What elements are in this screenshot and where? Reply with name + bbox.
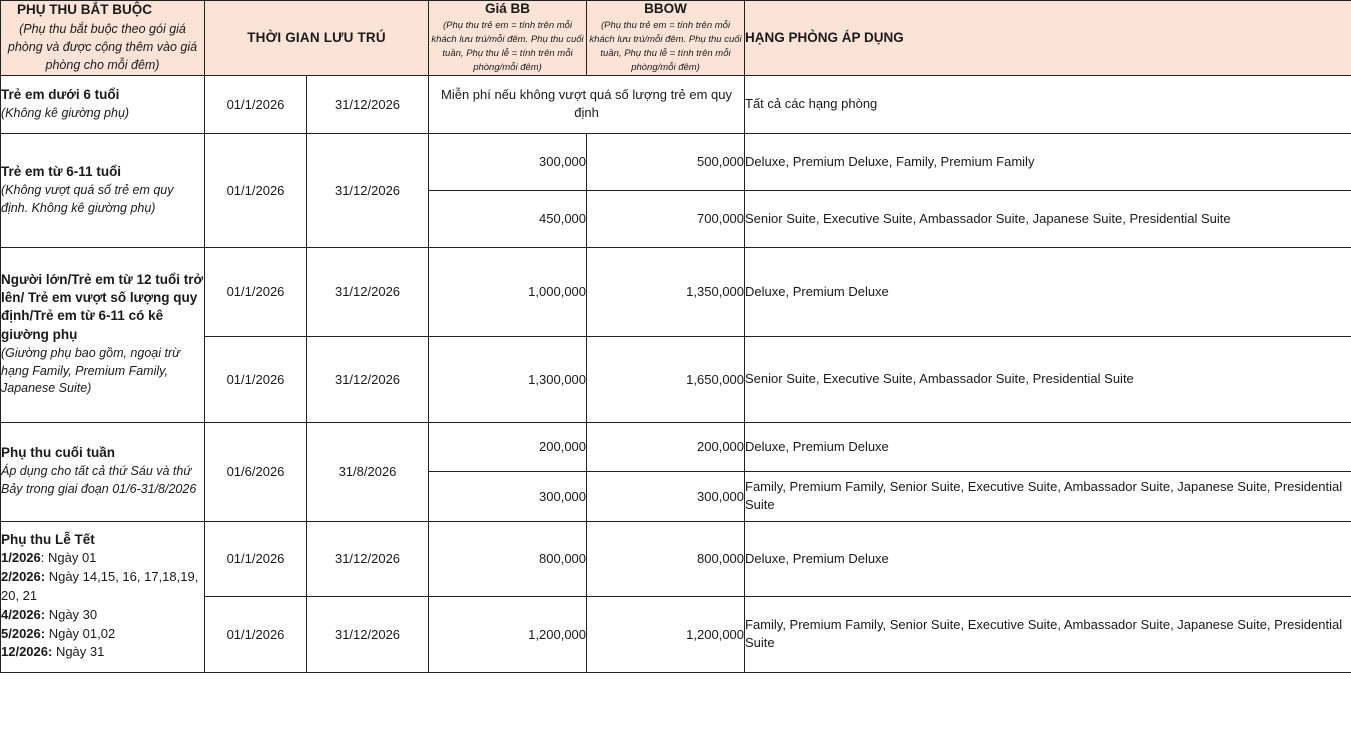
room-types: Deluxe, Premium Deluxe xyxy=(745,247,1351,336)
category-title: Người lớn/Trẻ em từ 12 tuổi trở lên/ Trẻ em vượt số lượng quy định/Trẻ em từ 6-11 có kê giường phụ xyxy=(1,272,204,342)
row-category-holiday-surcharge xyxy=(1,521,205,672)
header-bbow xyxy=(587,1,745,76)
table-row xyxy=(1,521,1351,596)
header-category-title: PHỤ THU BẮT BUỘC xyxy=(17,2,152,17)
date-from: 01/1/2026 xyxy=(205,596,307,672)
price-bbow: 1,650,000 xyxy=(587,336,745,422)
date-from: 01/1/2026 xyxy=(205,247,307,336)
row-category-adult-extra-bed xyxy=(1,247,205,422)
date-to: 31/12/2026 xyxy=(307,75,429,133)
header-category-note: (Phụ thu bắt buộc theo gói giá phòng và được cộng thêm vào giá phòng cho mỗi đêm) xyxy=(7,22,198,73)
header-bb xyxy=(429,1,587,76)
category-note: (Không kê giường phụ) xyxy=(1,105,130,120)
price-bbow: 1,350,000 xyxy=(587,247,745,336)
price-bb: 300,000 xyxy=(429,133,587,190)
date-from: 01/1/2026 xyxy=(205,336,307,422)
table-row xyxy=(1,75,1351,133)
holiday-line-2 xyxy=(1,568,204,606)
date-to: 31/8/2026 xyxy=(307,422,429,521)
date-to: 31/12/2026 xyxy=(307,336,429,422)
category-note: Áp dụng cho tất cả thứ Sáu và thứ Bảy trong giai đoạn 01/6-31/8/2026 xyxy=(1,464,197,497)
price-bbow: 1,200,000 xyxy=(587,596,745,672)
holiday-month-3: 4/2026: xyxy=(1,606,46,622)
header-category xyxy=(1,1,205,76)
date-from: 01/1/2026 xyxy=(205,75,307,133)
table-header-row xyxy=(1,1,1351,76)
price-bbow: 300,000 xyxy=(587,471,745,521)
date-from: 01/1/2026 xyxy=(205,521,307,596)
date-to: 31/12/2026 xyxy=(307,247,429,336)
price-bb: 200,000 xyxy=(429,422,587,471)
room-types: Deluxe, Premium Deluxe xyxy=(745,521,1351,596)
header-room-types: HẠNG PHÒNG ÁP DỤNG xyxy=(745,1,1351,76)
table-row xyxy=(1,133,1351,190)
date-to: 31/12/2026 xyxy=(307,596,429,672)
header-bb-note: (Phụ thu trẻ em = tính trên mỗi khách lưu trú/mỗi đêm. Phụ thu cuối tuần, Phụ thu lễ = tính trên mỗi phòng/mỗi đêm) xyxy=(431,20,584,73)
date-to: 31/12/2026 xyxy=(307,521,429,596)
holiday-month-1: 1/2026 xyxy=(1,550,41,566)
price-bbow: 500,000 xyxy=(587,133,745,190)
date-to: 31/12/2026 xyxy=(307,133,429,247)
date-from: 01/1/2026 xyxy=(205,133,307,247)
header-stay-period: THỜI GIAN LƯU TRÚ xyxy=(205,1,429,76)
category-note: (Giường phụ bao gồm, ngoại trừ hạng Family, Premium Family, Japanese Suite) xyxy=(1,345,181,396)
price-free-note: Miễn phí nếu không vượt quá số lượng trẻ em quy định xyxy=(429,75,745,133)
room-types: Senior Suite, Executive Suite, Ambassador Suite, Presidential Suite xyxy=(745,336,1351,422)
holiday-month-5: 12/2026: xyxy=(1,644,53,660)
holiday-days-2: Ngày 14,15, 16, 17,18,19, 20, 21 xyxy=(1,569,199,603)
header-bbow-note: (Phụ thu trẻ em = tính trên mỗi khách lưu trú/mỗi đêm. Phụ thu cuối tuần, Phụ thu lễ = tính trên mỗi phòng/mỗi đêm) xyxy=(589,20,742,73)
holiday-month-2: 2/2026: xyxy=(1,569,46,585)
holiday-days-4: Ngày 01,02 xyxy=(45,625,116,641)
room-types: Senior Suite, Executive Suite, Ambassador Suite, Japanese Suite, Presidential Suite xyxy=(745,190,1351,247)
price-bbow: 200,000 xyxy=(587,422,745,471)
holiday-days-1: : Ngày 01 xyxy=(40,550,97,566)
price-bb: 450,000 xyxy=(429,190,587,247)
category-note: (Không vượt quá số trẻ em quy định. Không kê giường phụ) xyxy=(1,182,174,215)
table-row xyxy=(1,422,1351,471)
holiday-line-3 xyxy=(1,606,204,625)
holiday-days-5: Ngày 31 xyxy=(52,644,105,660)
table-row xyxy=(1,247,1351,336)
room-types: Family, Premium Family, Senior Suite, Executive Suite, Ambassador Suite, Japanese Suite, Presidential Suite xyxy=(745,596,1351,672)
room-types: Deluxe, Premium Deluxe xyxy=(745,422,1351,471)
room-types: Tất cả các hạng phòng xyxy=(745,75,1351,133)
header-bb-title: Giá BB xyxy=(485,1,531,17)
date-from: 01/6/2026 xyxy=(205,422,307,521)
holiday-month-4: 5/2026: xyxy=(1,625,46,641)
room-types: Deluxe, Premium Deluxe, Family, Premium Family xyxy=(745,133,1351,190)
category-title: Phụ thu Lễ Tết xyxy=(1,531,95,547)
room-types: Family, Premium Family, Senior Suite, Executive Suite, Ambassador Suite, Japanese Suite, Presidential Suite xyxy=(745,471,1351,521)
category-title: Trẻ em từ 6-11 tuổi xyxy=(1,163,122,179)
holiday-days-3: Ngày 30 xyxy=(45,606,98,622)
row-category-child-6-11 xyxy=(1,133,205,247)
price-bb: 1,000,000 xyxy=(429,247,587,336)
holiday-line-4 xyxy=(1,625,204,644)
price-bb: 1,300,000 xyxy=(429,336,587,422)
header-bbow-title: BBOW xyxy=(644,1,687,17)
category-title: Phụ thu cuối tuần xyxy=(1,445,115,461)
row-category-weekend-surcharge xyxy=(1,422,205,521)
price-bb: 300,000 xyxy=(429,471,587,521)
holiday-line-5 xyxy=(1,643,204,662)
price-bb: 800,000 xyxy=(429,521,587,596)
price-bb: 1,200,000 xyxy=(429,596,587,672)
price-bbow: 700,000 xyxy=(587,190,745,247)
holiday-line-1 xyxy=(1,549,204,568)
price-bbow: 800,000 xyxy=(587,521,745,596)
category-title: Trẻ em dưới 6 tuổi xyxy=(1,86,120,102)
row-category-child-under-6 xyxy=(1,75,205,133)
